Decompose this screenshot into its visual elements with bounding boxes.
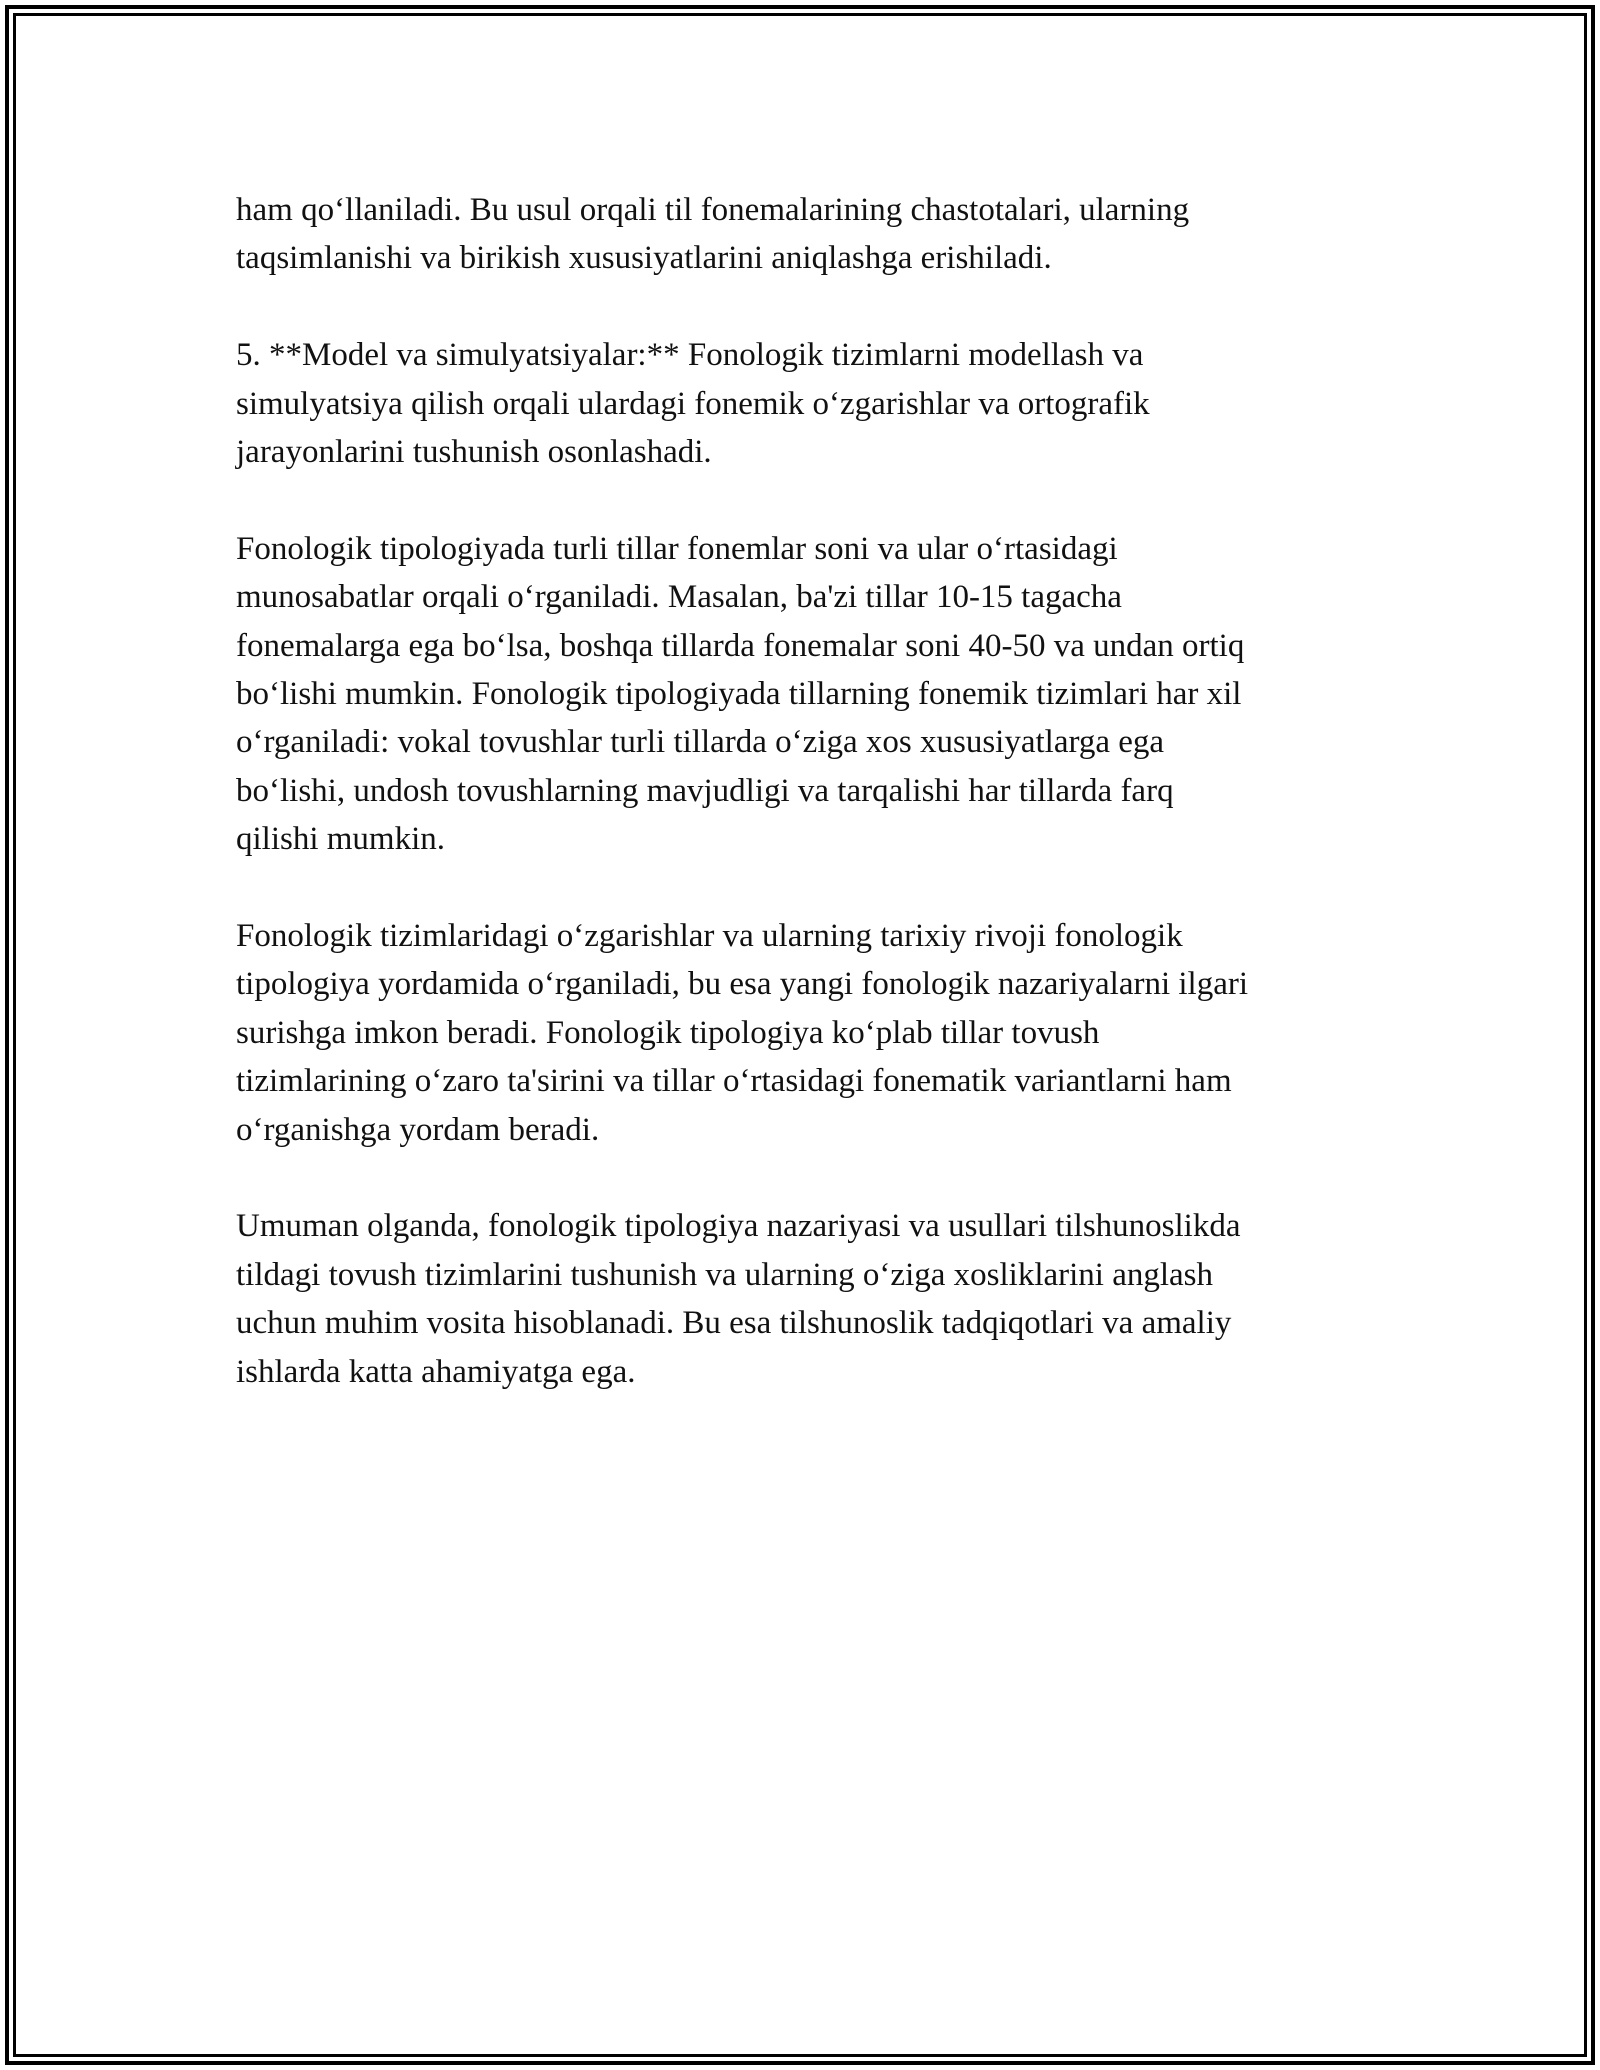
paragraph-conclusion: Umuman olganda, fonologik tipologiya nazariyasi va usullari tilshunoslikda tildagi tovush tizimlarini tushunish va ularning o‘ziga xosliklarini anglash uchun muhim vosita hisoblanadi. Bu esa tilshunoslik tadqiqotlari va amaliy ishlarda katta ahamiyatga ega. — [236, 1208, 1241, 1390]
paragraph-phoneme-counts: Fonologik tipologiyada turli tillar fonemlar soni va ular o‘rtasidagi munosabatlar orqali o‘rganiladi. Masalan, ba'zi tillar 10-15 tagacha fonemalarga ega bo‘lsa, boshqa tillarda fonemalar soni 40-50 va undan ortiq bo‘lishi mumkin. Fonologik tipologiyada tillarning fonemik tizimlari har xil o‘rganiladi: vokal tovushlar turli tillarda o‘ziga xos xususiyatlarga ega bo‘lishi, undosh tovushlarning mavjudligi va tarqalishi har tillarda farq qilishi mumkin. — [236, 530, 1245, 858]
paragraph-historical-changes: Fonologik tizimlaridagi o‘zgarishlar va ularning tarixiy rivoji fonologik tipologiya yordamida o‘rganiladi, bu esa yangi fonologik nazariyalarni ilgari surishga imkon beradi. Fonologik tipologiya ko‘plab tillar tovush tizimlarining o‘zaro ta'sirini va tillar o‘rtasidagi fonematik variantlarni ham o‘rganishga yordam beradi. — [236, 918, 1249, 1148]
paragraph-usage-continuation: ham qo‘llaniladi. Bu usul orqali til fonemalarining chastotalari, ularning taqsimlanishi va birikish xususiyatlarini aniqlashga erishiladi. — [236, 192, 1190, 277]
paragraph-model-simulations: 5. **Model va simulyatsiyalar:** Fonologik tizimlarni modellash va simulyatsiya qilish orqali ulardagi fonemik o‘zgarishlar va ortografik jarayonlarini tushunish osonlashadi. — [236, 337, 1150, 471]
document-body — [236, 186, 1396, 1444]
